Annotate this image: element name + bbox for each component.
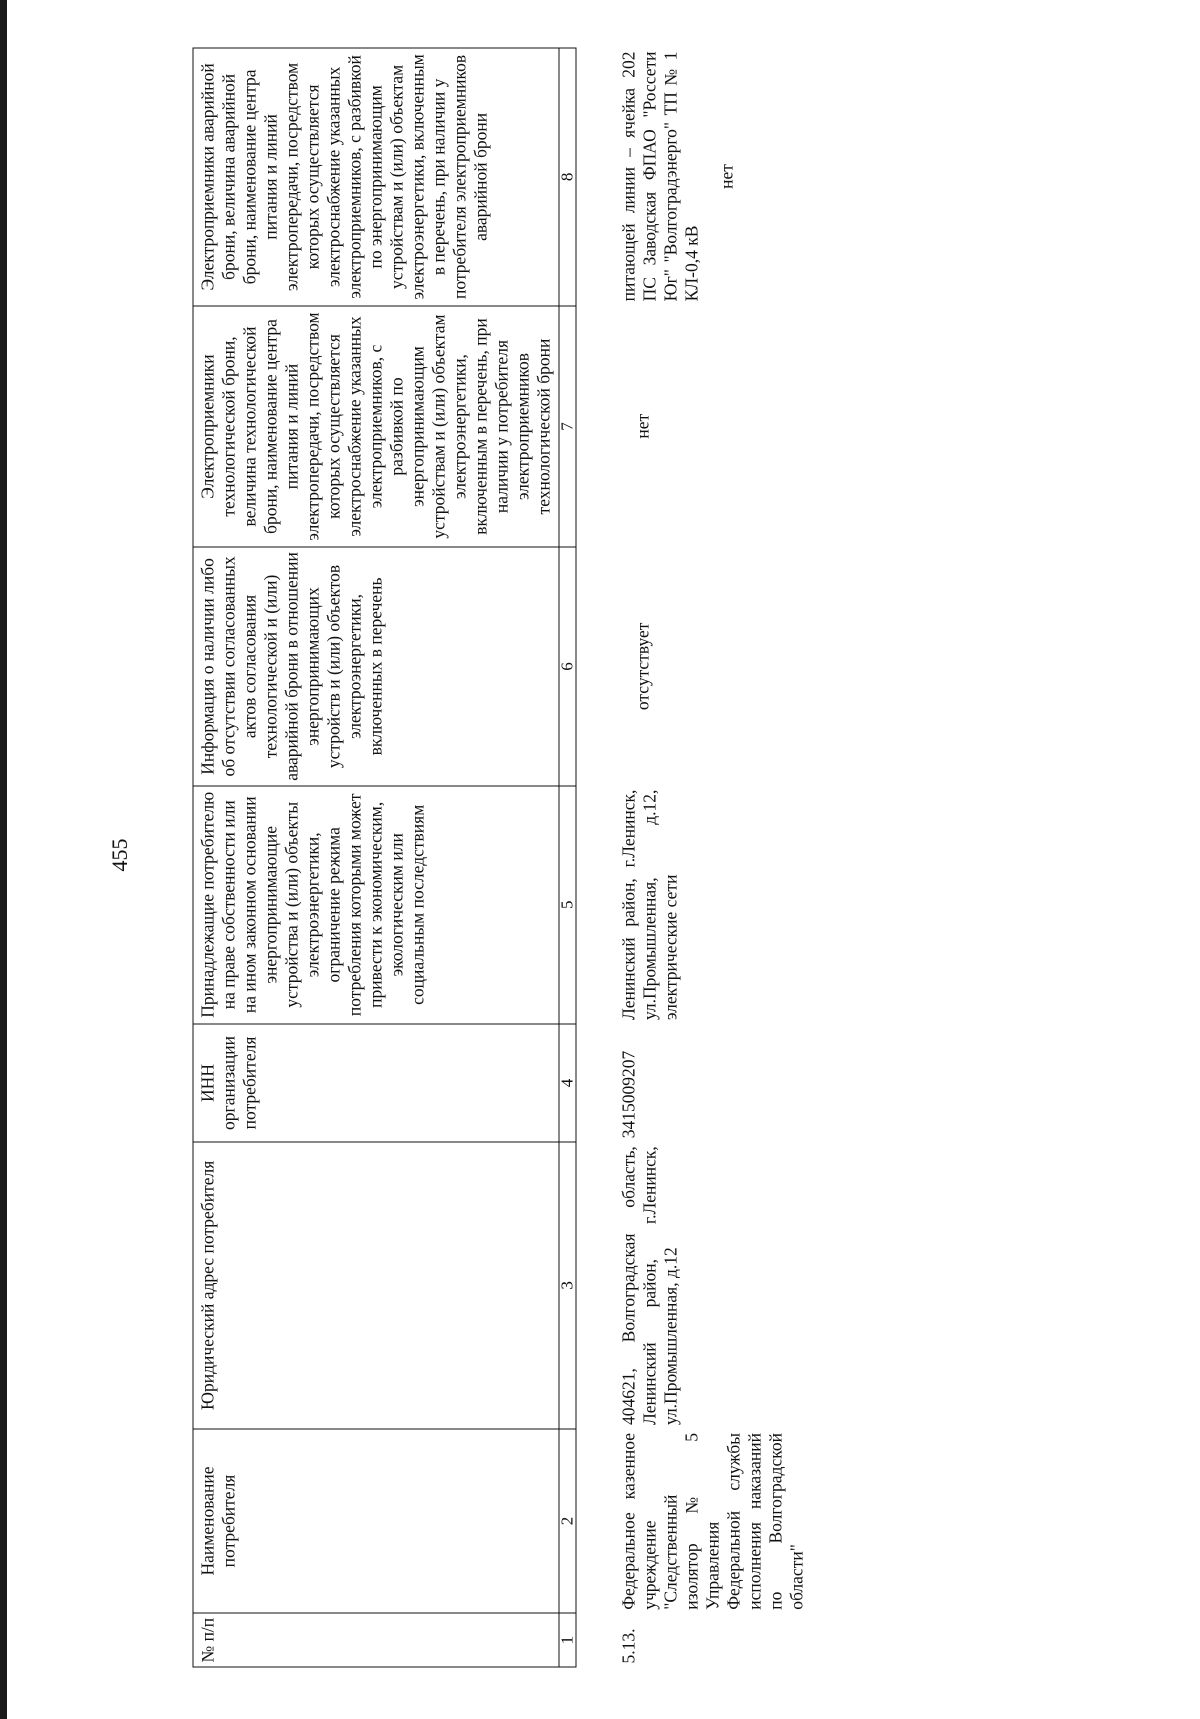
- entry-emergency-reserve-value: нет: [716, 164, 737, 189]
- entry-table: [619, 48, 808, 1668]
- entry-consumer-name: Федеральное казенное учреждение "Следственный изолятор № 5 Управления Федеральной службы исполнения наказаний по Волгоградской области": [618, 1433, 807, 1610]
- header-technological-reserve: Электроприемники технологической брони, величина технологической брони, наименование центра питания и линий электропередачи, посредством которых осуществляется электроснабжение указанных электроприемников, с разбивкой по энергопринимающим устройствам и (или) объектам электроэнергетики, включенным в перечень, при наличии у потребителя электроприемников технологической брони: [193, 306, 559, 548]
- entry-emergency-reserve-cell: [619, 48, 808, 306]
- header-inn: ИНН организации потребителя: [193, 1024, 559, 1142]
- column-number: 2: [559, 1429, 576, 1614]
- column-number: 6: [559, 547, 576, 785]
- column-number: 4: [559, 1024, 576, 1142]
- column-number: 8: [559, 48, 576, 306]
- header-row: [193, 48, 559, 1667]
- column-number: 3: [559, 1142, 576, 1429]
- entry-technological-reserve: нет: [632, 413, 653, 439]
- header-consumer-name: Наименование потребителя: [193, 1429, 559, 1614]
- entry-agreement-acts: отсутствует: [632, 622, 653, 711]
- entry-emergency-reserve-line: питающей линии – ячейка 202 ПС Заводская ФПАО "Россети Юг" "Волгоградэнерго" ТП № 1 КЛ-0,4 кВ: [618, 51, 702, 302]
- column-number: 7: [559, 306, 576, 548]
- header-legal-address: Юридический адрес потребителя: [193, 1142, 559, 1429]
- header-power-devices: Принадлежащие потребителю на праве собственности или на ином законном основании энергопринимающие устройства и (или) объекты электроэнергетики, ограничение режима потребления которыми может привести к экономическим, экологическим или социальным последствиям: [193, 786, 559, 1024]
- header-emergency-reserve: Электроприемники аварийной брони, величина аварийной брони, наименование центра питания и линий электропередачи, посредством которых осуществляется электроснабжение указанных электроприемников, с разбивкой по энергопринимающим устройствам и (или) объектам электроэнергетики, включенным в перечень, при наличии у потребителя электроприемников аварийной брони: [193, 48, 559, 306]
- entry-index: 5.13.: [618, 1628, 639, 1664]
- entry-legal-address: 404621, Волгоградская область, Ленинский район, г.Ленинск, ул.Промышленная, д.12: [618, 1146, 681, 1426]
- column-number: 1: [559, 1613, 576, 1667]
- entry-inn: 3415009207: [618, 1050, 639, 1139]
- scan-edge: [0, 0, 7, 1719]
- column-number: 5: [559, 786, 576, 1024]
- page-number: 455: [107, 838, 132, 872]
- column-number-row: [559, 48, 576, 1667]
- table-row: [619, 48, 808, 1668]
- entry-power-devices: Ленинский район, г.Ленинск, ул.Промышленная, д.12, электрические сети: [618, 789, 681, 1021]
- header-agreement-acts: Информация о наличии либо об отсутствии согласованных актов согласования технологической и (или) аварийной брони в отношении энергопринимающих устройств и (или) объектов электроэнергетики, включенных в перечень: [193, 547, 559, 785]
- header-table: [193, 48, 577, 1668]
- rotated-page: [43, 18, 1138, 1698]
- header-number: № п/п: [193, 1613, 559, 1667]
- page-content: [193, 38, 808, 1668]
